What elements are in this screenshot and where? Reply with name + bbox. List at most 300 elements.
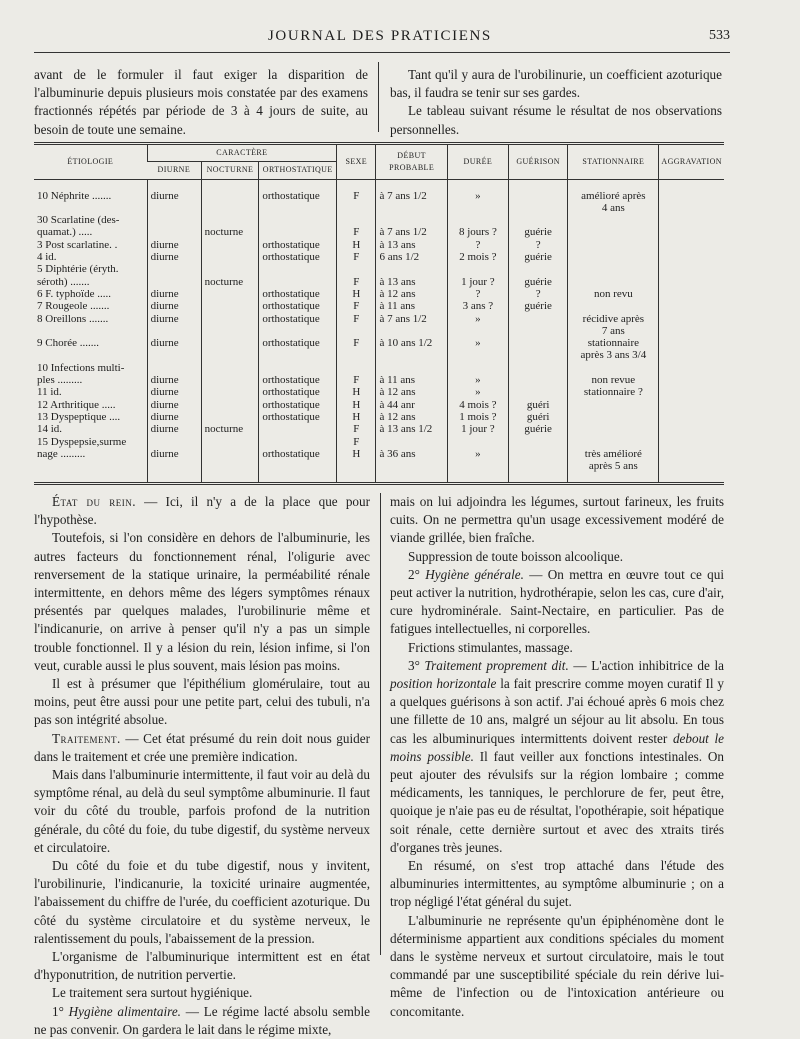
cell-duree (447, 436, 508, 448)
header-stationnaire: STATIONNAIRE (568, 144, 659, 180)
cell-diurne (147, 349, 201, 361)
table-row (34, 386, 724, 398)
top-left-column (34, 66, 368, 139)
cell-diurne (147, 436, 201, 448)
cell-nocturne (201, 448, 259, 460)
cell-diurne (147, 325, 201, 337)
cell-sexe (337, 362, 376, 374)
cell-stationnaire (568, 423, 659, 435)
paragraph: Tant qu'il y aura de l'urobilinurie, un coefficient azoturique bas, il faudra se tenir sur ses gardes. (390, 67, 722, 101)
cell-nocturne: nocturne (201, 226, 259, 238)
table-row (34, 276, 724, 288)
cell-guerison (508, 202, 567, 214)
paragraph: Suppression de toute boisson alcoolique. (408, 548, 624, 564)
cell-guerison (508, 448, 567, 460)
cell-nocturne (201, 202, 259, 214)
cell-aggravation (659, 411, 724, 423)
paragraph: L'organisme de l'albuminurique intermittent est en état d'hyponutrition, de nutrition pervertie. (34, 949, 370, 983)
cell-sexe: F (337, 300, 376, 312)
cell-duree: 4 mois ? (447, 399, 508, 411)
cell-debut: à 11 ans (376, 300, 447, 312)
table-row (34, 263, 724, 275)
cell-diurne: diurne (147, 399, 201, 411)
table-row (34, 399, 724, 411)
cell-debut: à 7 ans 1/2 (376, 179, 447, 202)
cell-aggravation (659, 436, 724, 448)
header-aggravation: AGGRAVATION (659, 144, 724, 180)
cell-aggravation (659, 179, 724, 202)
cell-etiologie: 4 id. (37, 251, 57, 264)
cell-sexe (337, 460, 376, 484)
cell-stationnaire: amélioré après (568, 179, 659, 202)
cell-orthostatique: orthostatique (259, 179, 337, 202)
header-debut: DÉBUT PROBABLE (376, 144, 447, 180)
cell-duree (447, 263, 508, 275)
paragraph-text: Il faut veiller aux fonctions intestinales. On peut ajouter des révulsifs sur la région lombaire ; comme médicaments, les tanniques, le perchlorure de fer, peut être, quoique je n'aie pas eu de résultat, l'opothérapie, soit hépatique soit rénale, cette dernière surtout et avec des xtraits tirés d'organes très jeunes. (390, 748, 724, 855)
cell-sexe: F (337, 313, 376, 325)
cell-orthostatique: orthostatique (259, 411, 337, 423)
cell-etiologie: 10 Néphrite ....... (37, 189, 112, 202)
cell-etiologie: 14 id. (37, 423, 63, 436)
bottom-right-column (390, 493, 724, 1021)
cell-etiologie: 30 Scarlatine (des- (37, 214, 120, 227)
cell-debut: 6 ans 1/2 (376, 251, 447, 263)
cell-duree: 2 mois ? (447, 251, 508, 263)
cell-guerison: guérie (508, 300, 567, 312)
cell-diurne (147, 226, 201, 238)
cell-sexe (337, 349, 376, 361)
cell-orthostatique (259, 423, 337, 435)
cell-sexe (337, 325, 376, 337)
cell-etiologie: quamat.) ..... (37, 226, 93, 239)
cell-aggravation (659, 362, 724, 374)
cell-aggravation (659, 276, 724, 288)
header-nocturne: NOCTURNE (201, 162, 259, 179)
cell-duree (447, 202, 508, 214)
cell-nocturne (201, 300, 259, 312)
paragraph-text: — Cet état présumé du rein doit nous guider dans le traitement et crée une première indication. (34, 730, 370, 764)
cell-guerison: guérie (508, 276, 567, 288)
cell-aggravation (659, 399, 724, 411)
cell-debut: à 44 anr (376, 399, 447, 411)
cell-nocturne (201, 399, 259, 411)
cell-guerison: guéri (508, 411, 567, 423)
cell-sexe: F (337, 374, 376, 386)
cell-diurne: diurne (147, 300, 201, 312)
table-row (34, 179, 724, 202)
cell-diurne: diurne (147, 448, 201, 460)
cell-orthostatique (259, 349, 337, 361)
table-row (34, 349, 724, 361)
cell-duree: 1 jour ? (447, 423, 508, 435)
cell-aggravation (659, 386, 724, 398)
item-title: Hygiène générale. (425, 566, 524, 582)
cell-nocturne (201, 460, 259, 484)
cell-guerison (508, 349, 567, 361)
cell-debut: à 13 ans (376, 276, 447, 288)
cell-debut: à 10 ans 1/2 (376, 337, 447, 349)
paragraph: mais on lui adjoindra les légumes, surtout farineux, les fruits cuits. On ne permettra qu'un usage excessivement modéré de viande grillée, bien fraîche. (390, 494, 724, 546)
cell-nocturne (201, 179, 259, 202)
cell-orthostatique: orthostatique (259, 251, 337, 263)
cell-sexe: F (337, 337, 376, 349)
cell-duree: » (447, 337, 508, 349)
table-row (34, 362, 724, 374)
cell-stationnaire (568, 276, 659, 288)
page-number: 533 (709, 28, 730, 43)
cell-sexe: F (337, 226, 376, 238)
cell-nocturne (201, 313, 259, 325)
cell-orthostatique: orthostatique (259, 386, 337, 398)
cell-debut: à 12 ans (376, 411, 447, 423)
cell-guerison (508, 460, 567, 484)
cell-diurne (147, 202, 201, 214)
paragraph: Il est à présumer que l'épithélium glomérulaire, tout au moins, peut être aussi pour une petite part, celui des tubuli, n'a pas son intégrité absolue. (34, 676, 370, 728)
cell-debut: à 11 ans (376, 374, 447, 386)
cell-debut: à 36 ans (376, 448, 447, 460)
cell-stationnaire (568, 251, 659, 263)
table-row (34, 202, 724, 214)
table-row (34, 251, 724, 263)
column-divider (380, 493, 381, 955)
table-row (34, 325, 724, 337)
cell-guerison (508, 263, 567, 275)
cell-debut: à 12 ans (376, 288, 447, 300)
cell-debut (376, 349, 447, 361)
cell-stationnaire: stationnaire (568, 337, 659, 349)
table-body (34, 179, 724, 484)
running-title: JOURNAL DES PRATICIENS (268, 28, 492, 44)
header-duree: DURÉE (447, 144, 508, 180)
cell-nocturne (201, 251, 259, 263)
cell-etiologie: 15 Dyspepsie,surme (37, 435, 127, 448)
cell-duree: » (447, 374, 508, 386)
cell-etiologie: nage ......... (37, 447, 86, 460)
cell-nocturne: nocturne (201, 276, 259, 288)
paragraph: En résumé, on s'est trop attaché dans l'étude des albuminuries intermittentes, au symptôme albuminurie ; on a trop négligé l'état général du sujet. (390, 858, 724, 910)
cell-sexe: F (337, 251, 376, 263)
cell-etiologie: 9 Chorée ....... (37, 337, 100, 350)
cell-duree (447, 362, 508, 374)
paragraph-hygiene-alimentaire (34, 1003, 370, 1039)
cell-stationnaire: non revue (568, 374, 659, 386)
top-right-column (390, 66, 722, 139)
cell-guerison: guérie (508, 251, 567, 263)
cell-stationnaire (568, 399, 659, 411)
cell-orthostatique: orthostatique (259, 448, 337, 460)
cell-etiologie: 11 id. (37, 386, 62, 399)
cell-sexe (337, 263, 376, 275)
cell-stationnaire (568, 300, 659, 312)
paragraph: Mais dans l'albuminurie intermittente, il faut voir au delà du symptôme rénal, au delà du seul symptôme albuminurie. Il faut voir du côté du trouble, parfois profond de la nutrition générale, du côté du foie, du tube digestif, du système nerveux et circulatoire. (34, 767, 370, 855)
cell-etiologie: 3 Post scarlatine. . (37, 238, 118, 251)
cell-nocturne (201, 337, 259, 349)
cell-orthostatique: orthostatique (259, 239, 337, 251)
cell-duree (447, 214, 508, 226)
cell-diurne: diurne (147, 423, 201, 435)
table-row (34, 226, 724, 238)
cell-orthostatique (259, 202, 337, 214)
paragraph: Le traitement sera surtout hygiénique. (52, 985, 253, 1001)
emphasis: debout le moins possible. (390, 730, 724, 764)
cell-sexe: H (337, 399, 376, 411)
table-row (34, 411, 724, 423)
cell-aggravation (659, 202, 724, 214)
cell-diurne: diurne (147, 239, 201, 251)
paragraph-traitement-proprement-dit (390, 657, 724, 857)
cell-diurne: diurne (147, 179, 201, 202)
cell-duree: » (447, 448, 508, 460)
cell-etiologie: 10 Infections multi- (37, 361, 125, 374)
cell-aggravation (659, 263, 724, 275)
cell-debut: à 7 ans 1/2 (376, 226, 447, 238)
cell-duree (447, 325, 508, 337)
cell-duree: ? (447, 239, 508, 251)
header-orthostatique: ORTHOSTATIQUE (259, 162, 337, 179)
column-divider (378, 62, 379, 132)
cell-sexe (337, 202, 376, 214)
cell-guerison (508, 337, 567, 349)
item-title: Hygiène alimentaire. (68, 1003, 181, 1019)
cell-diurne: diurne (147, 386, 201, 398)
cell-debut (376, 325, 447, 337)
table-row (34, 448, 724, 460)
cell-stationnaire: 4 ans (568, 202, 659, 214)
cell-stationnaire (568, 362, 659, 374)
paragraph: Du côté du foie et du tube digestif, nous y invitent, l'urobilinurie, l'indicanurie, la toxicité urinaire augmentée, l'abaissement du chiffre de l'urée, du coefficient azoturique. Du côté du système circulatoire et du système nerveux, le ralentissement du pouls, l'abaissement de la pression. (34, 858, 370, 946)
cell-etiologie: 8 Oreillons ....... (37, 312, 109, 325)
cell-orthostatique: orthostatique (259, 313, 337, 325)
cell-duree: 8 jours ? (447, 226, 508, 238)
cell-nocturne (201, 214, 259, 226)
header-guerison: GUÉRISON (508, 144, 567, 180)
cell-diurne: diurne (147, 313, 201, 325)
paragraph-text: — On mettra en œuvre tout ce qui peut activer la nutrition, hydrothérapie, selon les cas, cure d'air, cure hydrominérale. Saint-Nectaire, en particulier. Pas de fatigues intellectuelles, ni corporelles. (390, 566, 724, 637)
table-row (34, 374, 724, 386)
cell-debut: à 13 ans (376, 239, 447, 251)
table-row (34, 239, 724, 251)
header-diurne: DIURNE (147, 162, 201, 179)
cell-guerison: guérie (508, 226, 567, 238)
paragraph: L'albuminurie ne représente qu'un épiphénomène dont le déterminisme appartient aux conditions spéciales du moment dans le système nerveux et surtout circulatoire, mais le tout commandé par une susceptibilité spéciale du rein dérive lui-même de l'infection ou de l'intoxication antérieure ou concomitante. (390, 912, 724, 1019)
cell-aggravation (659, 349, 724, 361)
cell-orthostatique: orthostatique (259, 399, 337, 411)
cell-orthostatique: orthostatique (259, 337, 337, 349)
cell-aggravation (659, 460, 724, 484)
observations-table (34, 142, 724, 485)
cell-orthostatique (259, 276, 337, 288)
paragraph-traitement (34, 730, 370, 766)
cell-stationnaire: très amélioré (568, 448, 659, 460)
cell-duree: » (447, 179, 508, 202)
cell-orthostatique: orthostatique (259, 300, 337, 312)
section-lead: Traitement. (52, 730, 121, 746)
item-number: 3° (408, 657, 425, 673)
cell-guerison: ? (508, 288, 567, 300)
cell-sexe: F (337, 423, 376, 435)
cell-sexe: F (337, 179, 376, 202)
cell-guerison (508, 436, 567, 448)
cell-debut: à 7 ans 1/2 (376, 313, 447, 325)
cell-aggravation (659, 226, 724, 238)
cell-aggravation (659, 337, 724, 349)
item-title: Traitement proprement dit. (424, 657, 569, 673)
cell-diurne (147, 263, 201, 275)
cell-etiologie (34, 325, 147, 337)
table-row (34, 300, 724, 312)
cell-duree: ? (447, 288, 508, 300)
cell-duree (447, 349, 508, 361)
cell-stationnaire (568, 239, 659, 251)
cell-aggravation (659, 300, 724, 312)
cell-stationnaire: non revu (568, 288, 659, 300)
cell-orthostatique (259, 226, 337, 238)
cell-diurne: diurne (147, 411, 201, 423)
cell-guerison: guéri (508, 399, 567, 411)
cell-nocturne (201, 349, 259, 361)
cell-guerison (508, 179, 567, 202)
paragraph: avant de le formuler il faut exiger la disparition de l'albuminurie depuis plusieurs mois constatée par des examens fractionnés répétés par période de 3 à 4 jours de suite, au besoin de toute une semaine. (34, 67, 368, 137)
cell-diurne: diurne (147, 374, 201, 386)
cell-debut (376, 202, 447, 214)
cell-duree: 1 jour ? (447, 276, 508, 288)
paragraph-etat-du-rein (34, 493, 370, 529)
cell-aggravation (659, 374, 724, 386)
cell-duree: » (447, 386, 508, 398)
cell-sexe: H (337, 288, 376, 300)
cell-etiologie: 13 Dyspeptique .... (37, 410, 121, 423)
paragraph: Frictions stimulantes, massage. (408, 639, 573, 655)
header-sexe: SEXE (337, 144, 376, 180)
header-etiologie: ÉTIOLOGIE (34, 144, 147, 180)
cell-guerison (508, 362, 567, 374)
paragraph: Le tableau suivant résume le résultat de nos observations personnelles. (390, 103, 722, 137)
cell-nocturne (201, 362, 259, 374)
cell-etiologie: 5 Diphtérie (éryth. (37, 263, 119, 276)
emphasis: position horizontale (390, 676, 497, 692)
cell-etiologie (34, 460, 147, 484)
table-row (34, 288, 724, 300)
table-row (34, 337, 724, 349)
paragraph-hygiene-generale (390, 566, 724, 639)
cell-orthostatique (259, 460, 337, 484)
cell-diurne (147, 362, 201, 374)
cell-aggravation (659, 325, 724, 337)
cell-stationnaire (568, 214, 659, 226)
cell-etiologie (34, 202, 147, 214)
cell-duree (447, 460, 508, 484)
cell-guerison (508, 386, 567, 398)
cell-diurne: diurne (147, 288, 201, 300)
cell-guerison: ? (508, 239, 567, 251)
cell-guerison (508, 214, 567, 226)
cell-nocturne (201, 374, 259, 386)
cell-stationnaire: après 3 ans 3/4 (568, 349, 659, 361)
cell-stationnaire: stationnaire ? (568, 386, 659, 398)
item-number: 2° (408, 566, 426, 582)
cell-nocturne: nocturne (201, 423, 259, 435)
cell-diurne: diurne (147, 337, 201, 349)
cell-orthostatique: orthostatique (259, 374, 337, 386)
cell-sexe: F (337, 276, 376, 288)
cell-aggravation (659, 239, 724, 251)
cell-diurne (147, 214, 201, 226)
cell-sexe: H (337, 448, 376, 460)
cell-diurne (147, 460, 201, 484)
cell-aggravation (659, 423, 724, 435)
header-caractere: CARACTÈRE (147, 144, 337, 162)
header-rule (34, 52, 730, 53)
cell-aggravation (659, 214, 724, 226)
cell-etiologie: ples ......... (37, 374, 83, 387)
cell-nocturne (201, 436, 259, 448)
cell-etiologie: séroth) ....... (37, 275, 90, 288)
cell-sexe: H (337, 386, 376, 398)
bottom-left-column (34, 493, 370, 1039)
paragraph-text: la fait prescrire comme moyen curatif Il y a quelques guérisons à son actif. J'ai échoué après 6 mois chez une fillette de 10 ans, malgré un séjour au lit absolu. En tous cas les albuminuriques intermittents doivent rester (390, 676, 724, 746)
cell-etiologie: 12 Arthritique ..... (37, 398, 116, 411)
cell-nocturne (201, 263, 259, 275)
paragraph: Toutefois, si l'on considère en dehors de l'albuminurie, les autres facteurs du fonctionnement rénal, l'oligurie avec renversement de la statique urinaire, la perméabilité rénale intermittente, en dehors même des légers symptômes rénaux présentés par quelques malades, l'urobilinurie même et l'indicanurie, on arrive à penser qu'il n'y a pas un simple trouble fonctionnel. Il y a lésion du rein, lésion infime, si l'on veut, curable aussi le plus souvent, mais lésion pas moins. (34, 530, 370, 673)
paragraph-text: — Le régime lacté absolu semble ne pas convenir. On gardera le lait dans le régime mixte, (34, 1003, 371, 1037)
cell-sexe (337, 214, 376, 226)
cell-sexe: H (337, 411, 376, 423)
cell-aggravation (659, 251, 724, 263)
cell-duree: » (447, 313, 508, 325)
cell-debut (376, 214, 447, 226)
table-row (34, 214, 724, 226)
section-lead: État du rein. (52, 494, 136, 509)
cell-orthostatique (259, 325, 337, 337)
table-row (34, 313, 724, 325)
cell-diurne: diurne (147, 251, 201, 263)
cell-orthostatique (259, 362, 337, 374)
cell-debut: à 13 ans 1/2 (376, 423, 447, 435)
paragraph-text: — Ici, il n'y a de la place que pour l'hypothèse. (34, 494, 370, 528)
cell-orthostatique: orthostatique (259, 288, 337, 300)
cell-stationnaire: après 5 ans (568, 460, 659, 484)
cell-nocturne (201, 386, 259, 398)
cell-orthostatique (259, 214, 337, 226)
paragraph-text: — L'action inhibitrice de la (568, 657, 724, 673)
cell-stationnaire (568, 263, 659, 275)
cell-sexe: F (337, 436, 376, 448)
cell-duree: 1 mois ? (447, 411, 508, 423)
cell-guerison: guérie (508, 423, 567, 435)
cell-etiologie: 6 F. typhoïde ..... (37, 287, 111, 300)
cell-orthostatique (259, 436, 337, 448)
cell-aggravation (659, 288, 724, 300)
cell-nocturne (201, 325, 259, 337)
cell-debut (376, 460, 447, 484)
cell-orthostatique (259, 263, 337, 275)
item-number: 1° (52, 1003, 69, 1019)
cell-aggravation (659, 313, 724, 325)
cell-stationnaire (568, 226, 659, 238)
cell-stationnaire (568, 436, 659, 448)
cell-etiologie (34, 349, 147, 361)
cell-debut: à 12 ans (376, 386, 447, 398)
cell-nocturne (201, 239, 259, 251)
cell-stationnaire: 7 ans (568, 325, 659, 337)
cell-sexe: H (337, 239, 376, 251)
cell-guerison (508, 313, 567, 325)
cell-stationnaire (568, 411, 659, 423)
cell-debut (376, 362, 447, 374)
cell-aggravation (659, 448, 724, 460)
table-row (34, 460, 724, 484)
cell-nocturne (201, 411, 259, 423)
